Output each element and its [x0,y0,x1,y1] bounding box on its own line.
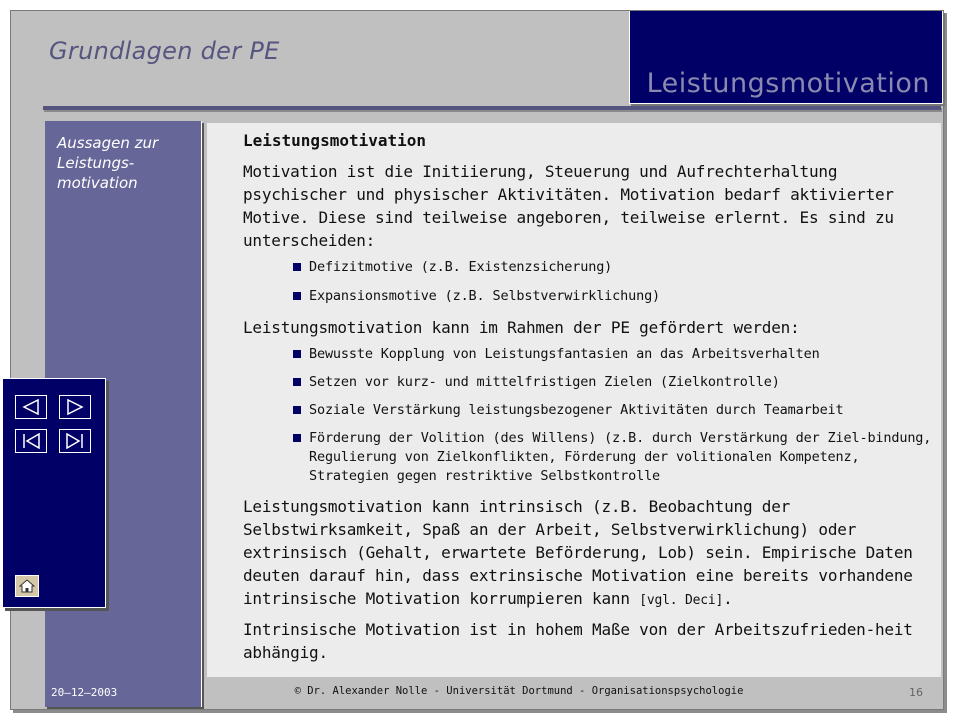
list-item [293,429,933,486]
list-item-text: Setzen vor kurz- und mittelfristigen Zielen (Zielkontrolle) [309,374,780,390]
list-item [293,373,933,392]
square-bullet-icon [293,434,301,442]
slide [10,10,944,710]
skip-first-icon [20,433,42,449]
satisfaction-paragraph: Intrinsische Motivation ist in hohem Maße von der Arbeitszufrieden-heit abhängig. [243,620,913,662]
list-item [293,401,933,420]
square-bullet-icon [293,292,301,300]
list-item [293,287,933,306]
skip-last-icon [64,433,86,449]
intrinsic-paragraph [243,495,933,612]
list-item-text: Förderung der Volition (des Willens) (z.B. durch Verstärkung der Ziel-bindung, Regulierung von Zielkonflikten, Förderung der volitionalen Kompetenz, Strategien gegen restriktive Selbstkontrolle [309,430,932,484]
triangle-right-icon [65,399,85,415]
content-area [207,123,941,677]
triangle-left-icon [21,399,41,415]
footer-credit: © Dr. Alexander Nolle - Universität Dortmund - Organisationspsychologie [294,685,744,697]
list-item-text: Soziale Verstärkung leistungsbezogener Aktivitäten durch Teamarbeit [309,402,844,418]
list-item-text: Expansionsmotive (z.B. Selbstverwirklichung) [309,288,661,304]
list-item-text: Defizitmotive (z.B. Existenzsicherung) [309,259,613,275]
first-slide-button[interactable] [15,429,47,453]
pe-measures-list [243,345,933,486]
list-item [293,258,933,277]
list-item-text: Bewusste Kopplung von Leistungsfantasien an das Arbeitsverhalten [309,346,820,362]
content-inner [243,129,933,670]
intro-paragraph: Motivation ist die Initiierung, Steuerung und Aufrechterhaltung psychischer und physischer Aktivitäten. Motivation bedarf aktivierter Motive. Diese sind teilweise angeboren, teilweise erlernt. Es sind zu unterscheiden: [243,162,894,250]
home-button[interactable] [15,575,39,597]
slide-title: Leistungsmotivation [646,68,930,99]
citation-ref: [vgl. Deci] [639,593,724,608]
intrinsic-paragraph-end: . [723,589,733,608]
intrinsic-paragraph-text: Leistungsmotivation kann intrinsisch (z.B. Beobachtung der Selbstwirksamkeit, Spaß an der Arbeit, Selbstverwirklichung) oder extrinsisch (Gehalt, erwartete Beförderung, Lob) sein. Empirische Daten deuten darauf hin, dass extrinsische Motivation eine bereits vorhandene intrinsische Motivation korrumpieren kann [243,497,913,608]
motive-list [243,258,933,306]
navigation-panel [2,378,106,608]
content-heading: Leistungsmotivation [243,131,427,150]
page-number: 16 [909,686,923,699]
square-bullet-icon [293,263,301,271]
header-rule [43,106,941,110]
presentation-title: Grundlagen der PE [49,37,280,65]
pe-paragraph: Leistungsmotivation kann im Rahmen der PE gefördert werden: [243,318,800,337]
square-bullet-icon [293,378,301,386]
square-bullet-icon [293,350,301,358]
sidebar-caption [57,133,197,193]
title-box [629,11,943,104]
sidebar-caption-text: Aussagen zur Leistungs-motivation [57,134,159,192]
home-icon [19,579,35,593]
next-slide-button[interactable] [59,395,91,419]
prev-slide-button[interactable] [15,395,47,419]
last-slide-button[interactable] [59,429,91,453]
list-item [293,345,933,364]
square-bullet-icon [293,406,301,414]
footer-date: 20–12–2003 [51,686,118,699]
